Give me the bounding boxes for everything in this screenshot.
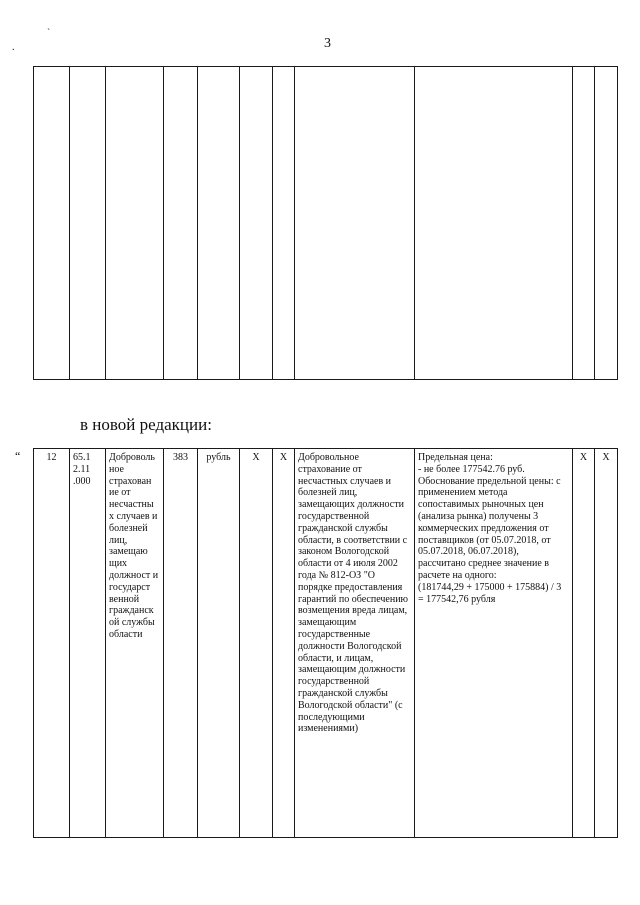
okpd-code-cell: 65.1 2.11 .000 (70, 449, 106, 838)
table-cell (164, 67, 198, 380)
new-version-table (33, 448, 618, 838)
x-mark-cell: X (573, 449, 595, 838)
table-cell (595, 67, 618, 380)
x-mark-cell: X (240, 449, 273, 838)
old-version-table (33, 66, 618, 380)
table-cell (415, 67, 573, 380)
table-cell (34, 67, 70, 380)
page-number: 3 (324, 36, 331, 51)
table-cell (240, 67, 273, 380)
scan-mark-dot: . (12, 42, 15, 53)
table-row (34, 67, 618, 380)
x-mark-cell: X (273, 449, 295, 838)
table-cell (198, 67, 240, 380)
row-number-cell: 12 (34, 449, 70, 838)
unit-name-cell: рубль (198, 449, 240, 838)
description-cell: Добровольное страхование от несчастных случаев и болезней лиц, замещающих должности государственной гражданской службы области, в соответствии с законом Вологодской области от 4 июля 2002 года № 812-ОЗ "О порядке предоставления гарантий по обеспечению возмещения вреда лицам, замещающим государственные должности Вологодской области, и лицам, замещающим должности государственной гражданской службы Вологодской области" (с последующими изменениями) (295, 449, 415, 838)
unit-code-cell: 383 (164, 449, 198, 838)
table-row (34, 449, 618, 838)
item-name-cell: Доброволь ное страхован ие от несчастны х случаев и болезней лиц, замещаю щих должност и государст венной гражданск ой службы области (106, 449, 164, 838)
opening-quote-mark: “ (15, 449, 21, 463)
scan-mark-tick: ` (47, 28, 51, 39)
price-note-cell: Предельная цена: - не более 177542.76 руб. Обоснование предельной цены: с применением метода сопоставимых рыночных цен (анализа рынка) получены 3 коммерческих предложения от поставщиков (от 05.07.2018, от 05.07.2018, 06.07.2018), рассчитано среднее значение в расчете на одного: (181744,29 + 175000 + 175884) / 3 = 177542,76 рубля (415, 449, 573, 838)
table-cell (573, 67, 595, 380)
table-cell (106, 67, 164, 380)
x-mark-cell: X (595, 449, 618, 838)
table-cell (295, 67, 415, 380)
table-cell (70, 67, 106, 380)
section-heading: в новой редакции: (80, 415, 212, 434)
table-cell (273, 67, 295, 380)
